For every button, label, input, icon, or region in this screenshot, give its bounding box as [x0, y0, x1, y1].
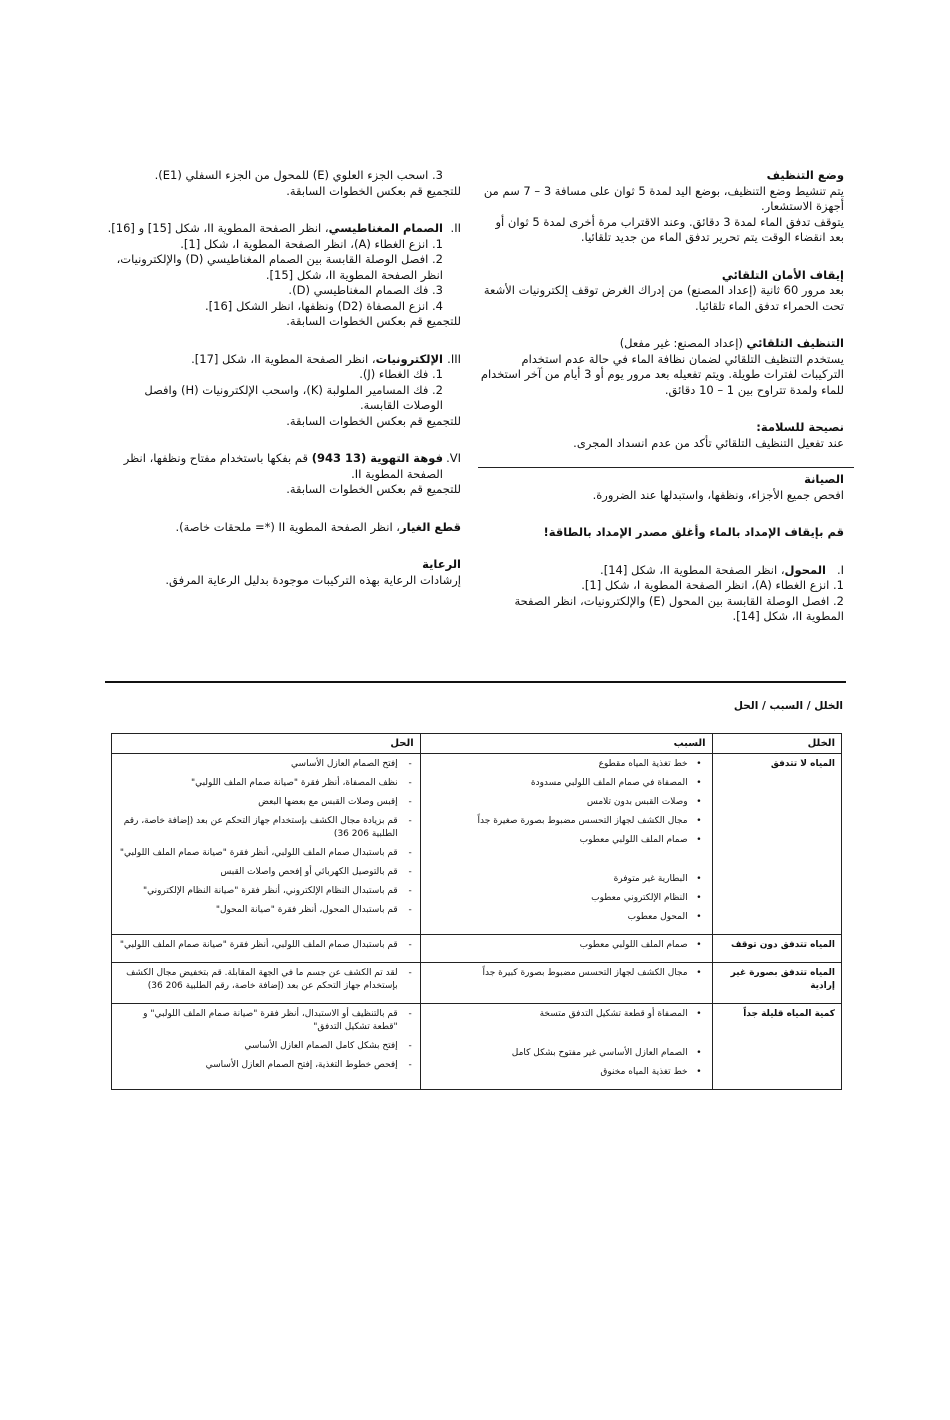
- remedy-item: - إقبس وصلات القبس مع بعضها البعض: [118, 796, 414, 809]
- auto-clean-text: يستخدم التنظيف التلقائي لضمان نظافة الماء في حالة عدم استخدام التركيبات لفترات طويلة. ويتم تفعيله بعد مرور يوم أو 3 أيام من آخر استخدام للماء ولمدة تتراوح بين 1 – 10 دقائق.: [480, 351, 844, 397]
- fault-cell: كمية المياه قليلة جداً: [712, 1004, 841, 1090]
- header-remedy: الحل: [112, 734, 421, 754]
- remedy-item: - إفتح بشكل كامل الصمام العازل الأساسي: [118, 1040, 414, 1053]
- remedy-item: - قم بالتوصيل الكهربائي أو إفحص واصلات القبس: [118, 866, 414, 879]
- section-iii-heading: III. الإلكترونيات، انظر الصفحة المطوية II، شكل [17].: [191, 351, 461, 366]
- care-text: إرشادات الرعاية بهذه التركيبات موجودة بدليل الرعاية المرفق.: [165, 572, 461, 587]
- maintenance-text: افحص جميع الأجزاء، ونظفها، واستبدلها عند الضرورة.: [592, 487, 844, 502]
- spacer: [427, 1027, 706, 1041]
- spare-parts-line: قطع الغيار، انظر الصفحة المطوية II (*= ملحقات خاصة).: [175, 519, 461, 534]
- header-fault: الخلل: [712, 734, 841, 754]
- section-iii-reassemble: للتجميع قم بعكس الخطوات السابقة.: [286, 413, 461, 428]
- remedy-item: - قم بالتنظيف أو الاستبدال، أنظر فقرة "صيانة صمام الملف اللولبي" و "قطعة تشكيل التدفق": [118, 1008, 414, 1034]
- remedy-item: - قم باستبدال صمام الملف اللولبي، أنظر فقرة "صيانة صمام الملف اللولبي": [118, 847, 414, 860]
- clean-mode-text-1: يتم تنشيط وضع التنظيف، بوضع اليد لمدة 5 ثوان على مسافة 3 – 7 سم من أجهزة الاستشعار.: [483, 183, 844, 213]
- remedy-item: - قم باستبدال النظام الإلكتروني، أنظر فقرة "صيانة النظام الإلكتروني": [118, 885, 414, 898]
- section-ii-step-2: 2. افصل الوصلة القابسة بين الصمام المغناطيسي (D) والإلكترونيات، انظر الصفحة المطوية II، شكل [15].: [116, 252, 443, 282]
- safety-advice-text: عند تفعيل التنظيف التلقائي تأكد من عدم انسداد المجرى.: [573, 435, 844, 450]
- table-row: [112, 963, 842, 1004]
- page-divider: [105, 681, 846, 683]
- remedy-item: - إفتح الصمام العازل الأساسي: [118, 758, 414, 771]
- spacer: [427, 853, 706, 867]
- safety-stop-text: بعد مرور 60 ثانية (إعداد المصنع) من إدراك الغرض توقف إلكترونيات الأشعة تحت الحمراء تدفق الماء تلقائيا.: [483, 283, 844, 313]
- section-i-heading: I. المحول، انظر الصفحة المطوية II، شكل [14].: [600, 562, 844, 577]
- table-row: [112, 935, 842, 963]
- section-ii-heading: II. الصمام المغناطيسي، انظر الصفحة المطوية II، شكل [15] و [16].: [107, 221, 461, 235]
- section-i-step-2: 2. افصل الوصلة القابسة بين المحول (E) والإلكترونيات، انظر الصفحة المطوية II، شكل [14].: [514, 593, 844, 623]
- section-i-step-1: 1. انزع الغطاء (A)، انظر الصفحة المطوية I، شكل [1].: [581, 578, 844, 592]
- auto-clean-heading-line: [478, 336, 844, 352]
- cause-item: • خط تغذية المياه مقطوع: [427, 758, 706, 771]
- remedy-item: - قم بزيادة مجال الكشف بإستخدام جهاز التحكم عن بعد (إضافة خاصة، رقم الطلبية 206 36): [118, 815, 414, 841]
- cause-cell: [420, 754, 712, 935]
- section-iii-step-2: 2. فك المسامير الملولبة (K)، واسحب الإلكترونيات (H) وافصل الوصلات القابسة.: [144, 382, 443, 412]
- section-vi-reassemble: للتجميع قم بعكس الخطوات السابقة.: [286, 482, 461, 496]
- header-cause: السبب: [420, 734, 712, 754]
- cause-item: • النظام الإلكتروني معطوب: [427, 892, 706, 905]
- cause-item: • المصفاة أو قطعة تشكيل التدفق متسخة: [427, 1008, 706, 1021]
- remedy-cell: [112, 754, 421, 935]
- remedy-cell: [112, 963, 421, 1004]
- cause-cell: [420, 935, 712, 963]
- remedy-cell: [112, 1004, 421, 1090]
- cause-item: • صمام الملف اللولبي معطوب: [427, 939, 706, 952]
- remedy-item: - قم باستبدال المحول، أنظر فقرة "صيانة المحول": [118, 904, 414, 917]
- cause-item: • مجال الكشف لجهاز التحسس مضبوط بصورة كبيرة جداً: [427, 967, 706, 980]
- auto-clean-setting: (إعداد المصنع: غير مفعل): [619, 336, 747, 350]
- remedy-cell: [112, 935, 421, 963]
- cause-item: • المحول معطوب: [427, 911, 706, 924]
- remedy-item: - قم باستبدال صمام الملف اللولبي، أنظر فقرة "صيانة صمام الملف اللولبي": [118, 939, 414, 952]
- cause-item: • خط تغذية المياه مخنوق: [427, 1066, 706, 1079]
- section-ii-reassemble: للتجميع قم بعكس الخطوات السابقة.: [286, 314, 461, 328]
- auto-clean-heading: التنظيف التلقائي: [746, 336, 844, 350]
- cause-item: • الصمام العازل الأساسي غير مفتوح بشكل كامل: [427, 1047, 706, 1060]
- clean-mode-text-2: يتوقف تدفق الماء لمدة 3 دقائق. وعند الاقتراب مرة أخرى لمدة 5 ثوان أو بعد انقضاء الوقت يتم تحرير تدفق الماء من جديد تلقائيا.: [495, 214, 844, 244]
- section-ii-step-1: 1. انزع الغطاء (A)، انظر الصفحة المطوية I، شكل [1].: [180, 236, 443, 251]
- cause-cell: [420, 963, 712, 1004]
- fault-cell: المياه تتدفق بصورة غير إرادية: [712, 963, 841, 1004]
- power-warning: قم بإيقاف الإمداد بالماء وأغلق مصدر الإمداد بالطاقة!: [543, 525, 844, 539]
- troubleshooting-caption: الخلل / السبب / الحل: [733, 700, 843, 712]
- table-row: [112, 754, 842, 935]
- troubleshooting-table: [111, 733, 842, 1090]
- fault-cell: المياه تتدفق دون توقف: [712, 935, 841, 963]
- cause-cell: [420, 1004, 712, 1090]
- section-divider: [478, 467, 854, 468]
- maintenance-heading: الصيانة: [804, 472, 844, 486]
- safety-advice-heading: نصيحة للسلامة:: [756, 420, 844, 434]
- cause-item: • صمام الملف اللولبي معطوب: [427, 834, 706, 847]
- remedy-item: - نظف المصفاة، أنظر فقرة "صيانة صمام الملف اللولبي": [118, 777, 414, 790]
- left-column: [104, 168, 461, 588]
- section-ii-step-4: 4. انزع المصفاة (D2) ونظفها، انظر الشكل [16].: [205, 298, 443, 313]
- clean-mode-heading: وضع التنظيف: [766, 168, 844, 182]
- cause-item: • المصفاة في صمام الملف اللولبي مسدودة: [427, 777, 706, 790]
- cause-item: • وصلات القبس بدون تلامس: [427, 796, 706, 809]
- section-i-reassemble: للتجميع قم بعكس الخطوات السابقة.: [286, 183, 461, 198]
- remedy-item: - إفحص خطوط التغذية، إفتح الصمام العازل الأساسي: [118, 1059, 414, 1072]
- remedy-item: - لقد تم الكشف عن جسم ما في الجهة المقابلة. قم بتخفيض مجال الكشف بإستخدام جهاز التحكم عن بعد (إضافة خاصة، رقم الطلبية 206 36): [118, 967, 414, 993]
- fault-cell: المياه لا تتدفق: [712, 754, 841, 935]
- right-column: [478, 168, 844, 625]
- section-iii-step-1: 1. فك الغطاء (J).: [359, 367, 443, 381]
- section-vi-heading: VI. فوهة التهوية (13 943) قم بفكها باستخدام مفتاح ونظفها، انظر الصفحة المطوية II.: [123, 451, 461, 481]
- table-header-row: [112, 734, 842, 754]
- section-ii-step-3: 3. فك الصمام المغناطيسي (D).: [288, 283, 443, 297]
- safety-stop-heading: إيقاف الأمان التلقائي: [721, 267, 844, 282]
- cause-item: • البطارية غير متوفرة: [427, 873, 706, 886]
- care-heading: الرعاية: [422, 557, 461, 571]
- cause-item: • مجال الكشف لجهاز التحسس مضبوط بصورة صغيرة جداً: [427, 815, 706, 828]
- section-i-step-3: 3. اسحب الجزء العلوي (E) للمحول من الجزء السفلي (E1).: [154, 168, 443, 182]
- table-row: [112, 1004, 842, 1090]
